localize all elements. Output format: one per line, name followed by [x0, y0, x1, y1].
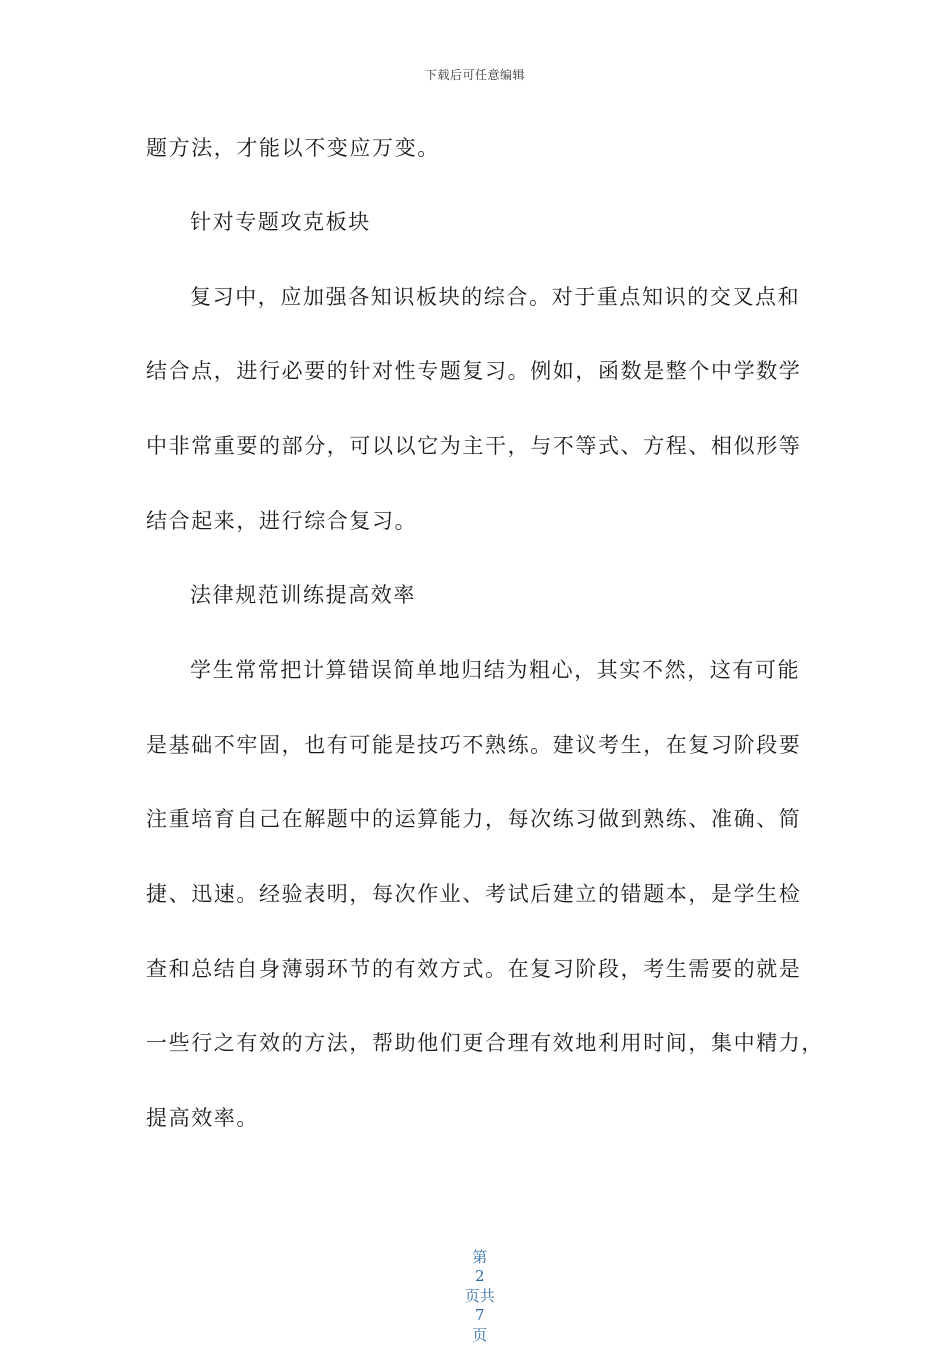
paragraph-line: 结合点，进行必要的针对性专题复习。例如，函数是整个中学数学 — [146, 359, 802, 383]
paragraph-line: 注重培育自己在解题中的运算能力，每次练习做到熟练、准确、简 — [146, 807, 802, 831]
footer-page-current: 2 — [475, 1267, 485, 1285]
section-heading: 针对专题攻克板块 — [190, 210, 371, 234]
footer-page-total: 7 — [475, 1306, 485, 1324]
paragraph-line: 结合起来，进行综合复习。 — [146, 509, 418, 533]
footer-page-suffix: 页 — [472, 1326, 488, 1344]
footer-page-prefix: 第 — [472, 1248, 488, 1266]
page-header-note: 下载后可任意编辑 — [424, 68, 525, 82]
page-footer — [0, 1228, 950, 1345]
paragraph-line: 一些行之有效的方法，帮助他们更合理有效地利用时间，集中精力， — [146, 1031, 824, 1055]
paragraph-line: 学生常常把计算错误简单地归结为粗心，其实不然，这有可能 — [190, 658, 801, 682]
paragraph-line: 提高效率。 — [146, 1106, 259, 1130]
paragraph-line: 捷、迅速。经验表明，每次作业、考试后建立的错题本，是学生检 — [146, 882, 802, 906]
footer-page-mid: 页共 — [464, 1287, 495, 1305]
paragraph-line: 中非常重要的部分，可以以它为主干，与不等式、方程、相似形等 — [146, 434, 802, 458]
paragraph-line: 复习中，应加强各知识板块的综合。对于重点知识的交叉点和 — [190, 285, 801, 309]
section-heading: 法律规范训练提高效率 — [190, 583, 416, 607]
paragraph-line: 查和总结自身薄弱环节的有效方式。在复习阶段，考生需要的就是 — [146, 957, 802, 981]
paragraph-line: 题方法，才能以不变应万变。 — [146, 136, 440, 160]
paragraph-line: 是基础不牢固，也有可能是技巧不熟练。建议考生，在复习阶段要 — [146, 733, 802, 757]
